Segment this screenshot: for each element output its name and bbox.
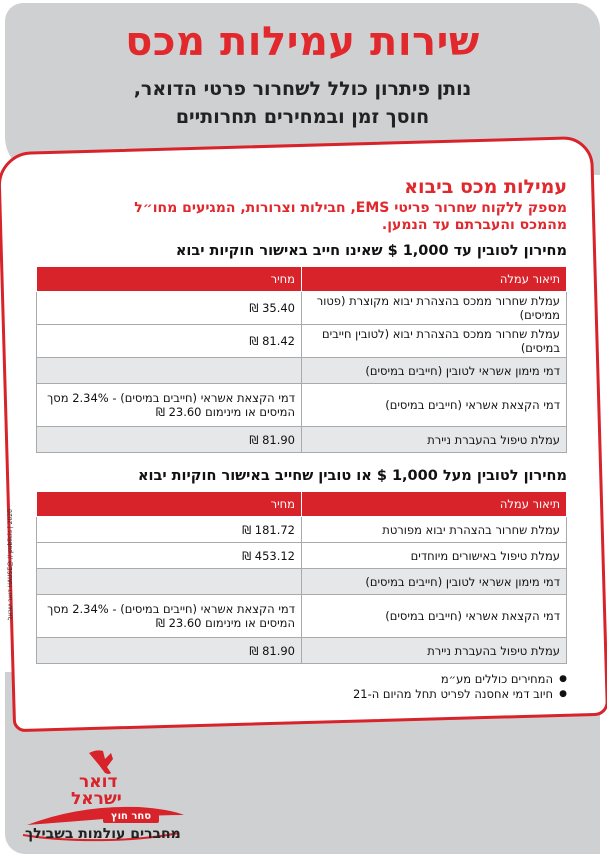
table-row [38,569,568,595]
fee-description: עמלת שחרור ממכס בהצהרת יבוא מקוצרת (פטור ממיסים) [303,292,568,325]
tagline: מחברים עולמות בשבילך [26,826,182,842]
column-header-price: מחיר [38,492,303,517]
table-row [38,358,568,384]
price-table-under-1000 [37,266,568,453]
fee-price: 35.40 ₪ [38,292,303,325]
table-row [38,292,568,325]
description-line-2: מהמכס והעברתם עד הנמען. [382,217,568,233]
page-title: שירות עמילות מכס [126,19,481,65]
fee-price: דמי הקצאת אשראי (חייבים במיסים) - 2.34% מסך המיסים או מינימום 23.60 ₪ [38,595,303,638]
table-row [38,595,568,638]
fee-description: דמי מימון אשראי לטובין (חייבים במיסים) [303,569,568,595]
table-heading-under-1000: מחירון לטובין עד 1,000 $ שאינו חייב באישור חוקיות יבוא [176,243,568,259]
fee-price: דמי הקצאת אשראי (חייבים במיסים) - 2.34% מסך המיסים או מינימום 23.60 ₪ [38,384,303,427]
description-line-1: מספק ללקוח שחרור פריטי EMS, חבילות וצרורות, המגיעים מחו״ל [135,200,568,216]
fee-description: עמלת שחרור בהצהרת יבוא מפורטת [303,517,568,543]
fee-description: עמלת טיפול בהעברת ניירת [303,638,568,664]
notes-list [35,672,568,702]
section-title: עמילות מכס ביבוא [405,176,568,198]
logo-badge: סחר חוץ [104,810,160,823]
fee-description: דמי מימון אשראי לטובין (חייבים במיסים) [303,358,568,384]
table-row [38,638,568,664]
logo-line-1: דואר [80,772,119,792]
table-row [38,325,568,358]
column-header-price: מחיר [38,267,303,292]
fee-price: 81.90 ₪ [38,638,303,664]
column-header-description: תיאור עמלה [303,267,568,292]
table-heading-over-1000: מחירון לטובין מעל 1,000 $ או טובין שחייב באישור חוקיות יבוא [138,468,568,484]
fee-description: עמלת טיפול באישורים מיוחדים [303,543,568,569]
fee-description: עמלת טיפול בהעברת ניירת [303,427,568,453]
price-list-content [35,176,568,701]
fee-description: עמלת שחרור ממכס בהצהרת יבוא (לטובין חייבים במיסים) [303,325,568,358]
table-header-row [38,267,568,292]
fee-description: דמי הקצאת אשראי (חייבים במיסים) [303,595,568,638]
section-description [35,200,568,234]
column-header-description: תיאור עמלה [303,492,568,517]
fee-price [38,569,303,595]
table-header-row [38,492,568,517]
table-row [38,543,568,569]
fee-price: 453.12 ₪ [38,543,303,569]
subtitle-line-2: חוסך זמן ובמחירים תחרותיים [176,106,431,128]
fee-price: 81.90 ₪ [38,427,303,453]
note-item: ● המחירים כוללים מע״מ [35,672,568,687]
fee-price [38,358,303,384]
fee-description: דמי הקצאת אשראי (חייבים במיסים) [303,384,568,427]
fee-price: 181.72 ₪ [38,517,303,543]
page-subtitle [6,75,601,131]
fee-price: 81.42 ₪ [38,325,303,358]
note-item: ● חיוב דמי אחסנה לפריט תחל מהיום ה-21 [35,687,568,702]
table-row [38,384,568,427]
price-table-over-1000 [37,491,568,664]
table-row [38,517,568,543]
logo-line-2: ישראל [72,789,123,809]
table-row [38,427,568,453]
side-credit: HAUSE@ // publicis | 2020 דואר ישראל [8,509,15,620]
subtitle-line-1: נותן פיתרון כולל לשחרור פרטי הדואר, [134,78,473,100]
